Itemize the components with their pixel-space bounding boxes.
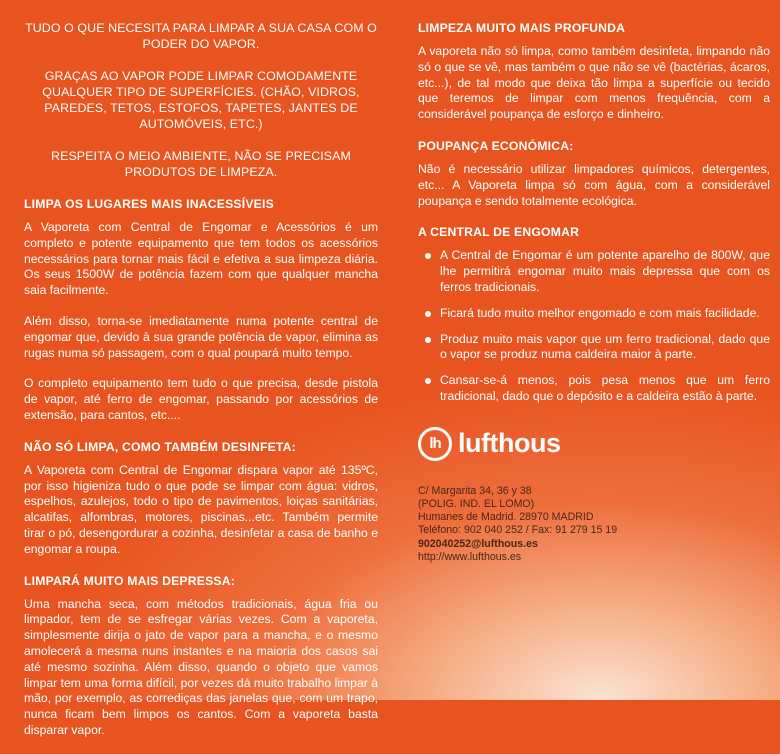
section-title-deeper-cleaning: LIMPEZA MUITO MAIS PROFUNDA (418, 21, 626, 35)
email-link[interactable]: 902040252@lufthous.es (418, 537, 538, 550)
address-line: (POLIG. IND. EL LOMO) (418, 497, 535, 510)
section-title-inaccessible-places: LIMPA OS LUGARES MAIS INACESSÍVEIS (24, 197, 274, 211)
logo-text: lufthous (458, 428, 561, 459)
paragraph: O completo equipamento tem tudo o que precisa, desde pistola de vapor, até ferro de engomar, passando por acessórios de extensão, para cantos, etc.... (24, 376, 378, 422)
section-title-faster: LIMPARÁ MUITO MAIS DEPRESSA: (24, 573, 235, 588)
section-title-disinfects: NÃO SÓ LIMPA, COMO TAMBÉM DESINFETA: (24, 439, 296, 454)
section-title-savings: POUPANÇA ECONÓMICA: (418, 138, 574, 153)
section-title-ironing-station: A CENTRAL DE ENGOMAR (418, 225, 580, 240)
contact-address (418, 485, 770, 564)
paragraph: Além disso, torna-se imediatamente numa potente central de engomar que, devido à sua grande potência de vapor, elimina as rugas numa só passagem, com o qual poupará muito tempo. (24, 313, 378, 360)
website-link[interactable]: http://www.lufthous.es (418, 550, 522, 563)
intro-line-3: RESPEITA O MEIO AMBIENTE, NÃO SE PRECISAM PRODUTOS DE LIMPEZA. (51, 149, 351, 179)
left-column (24, 20, 378, 754)
logo-mark: lh (418, 427, 452, 461)
paragraph: Uma mancha seca, com métodos tradicionais, água fria ou limpador, tem de se esfregar várias vezes. Com a vaporeta, simplesmente dirija o jato de vapor para a mancha, e o mesmo amolecerá a mesma nuns instantes e na maioria dos casos sai até mesmo sozinha. Além disso, quando o objeto que vamos limpar tem uma forma difícil, por vezes dá muito trabalho limpar à mão, por exemplo, as corrediças das janelas que, com um trapo, nunca ficam bem limpos os cantos. Com a vaporeta basta disparar vapor. (24, 596, 378, 737)
intro-line-2: GRAÇAS AO VAPOR PODE LIMPAR COMODAMENTE QUALQUER TIPO DE SUPERFÍCIES. (CHÃO, VIDROS, PAREDES, TETOS, ESTOFOS, TAPETES, JANTES DE AUTOMÓVEIS, ETC.) (42, 69, 360, 131)
list-item: A Central de Engomar é um potente aparelho de 800W, que lhe permitirá engomar muito mais depressa que com os ferros tradicionais. (418, 248, 770, 295)
list-item: Ficará tudo muito melhor engomado e com mais facilidade. (418, 306, 770, 322)
feature-list (418, 248, 770, 404)
list-item: Produz muito mais vapor que um ferro tradicional, dado que o vapor se produz numa caldeira maior à parte. (418, 332, 770, 364)
right-column (418, 20, 770, 564)
phone-fax: Teléfono: 902 040 252 / Fax: 91 279 15 19 (418, 524, 618, 537)
paragraph: Não é necessário utilizar limpadores químicos, detergentes, etc... A Vaporeta limpa só com água, com a considerável poupança e sendo totalmente ecológica. (418, 161, 770, 208)
brand-logo (418, 427, 770, 461)
address-line: Humanes de Madrid. 28970 MADRID (418, 511, 594, 524)
list-item: Cansar-se-á menos, pois pesa menos que um ferro tradicional, dado que o depósito e a caldeira estão à parte. (418, 373, 770, 405)
paragraph: A vaporeta não só limpa, como também desinfeta, limpando não só o que se vê, mas também o que não se vê (bactérias, ácaros, etc...), de tal modo que deixa tão limpa a superfície ou tecido que teremos de limpar com menos frequência, com a considerável poupança de esforço e dinheiro. (418, 44, 770, 122)
paragraph: A Vaporeta com Central de Engomar e Acessórios é um completo e potente equipamento que tem todos os acessórios necessários para tornar mais fácil e efetiva a sua limpeza diária. Os seus 1500W de potência fazem com que qualquer mancha saia facilmente. (24, 220, 378, 298)
intro-line-1: TUDO O QUE NECESITA PARA LIMPAR A SUA CASA COM O PODER DO VAPOR. (25, 21, 377, 51)
address-line: C/ Margarita 34, 36 y 38 (418, 484, 532, 497)
paragraph: A Vaporeta com Central de Engomar dispara vapor até 135ºC, por isso higieniza tudo o que pode se limpar com água: vidros, espelhos, azulejos, todo o tipo de pavimentos, loiças sanitárias, alcatifas, alfombras, motores, piscinas...etc. Também permite tirar o pó, desengordurar a cozinha, desinfetar a casa de banho e engomar a roupa. (24, 462, 378, 556)
